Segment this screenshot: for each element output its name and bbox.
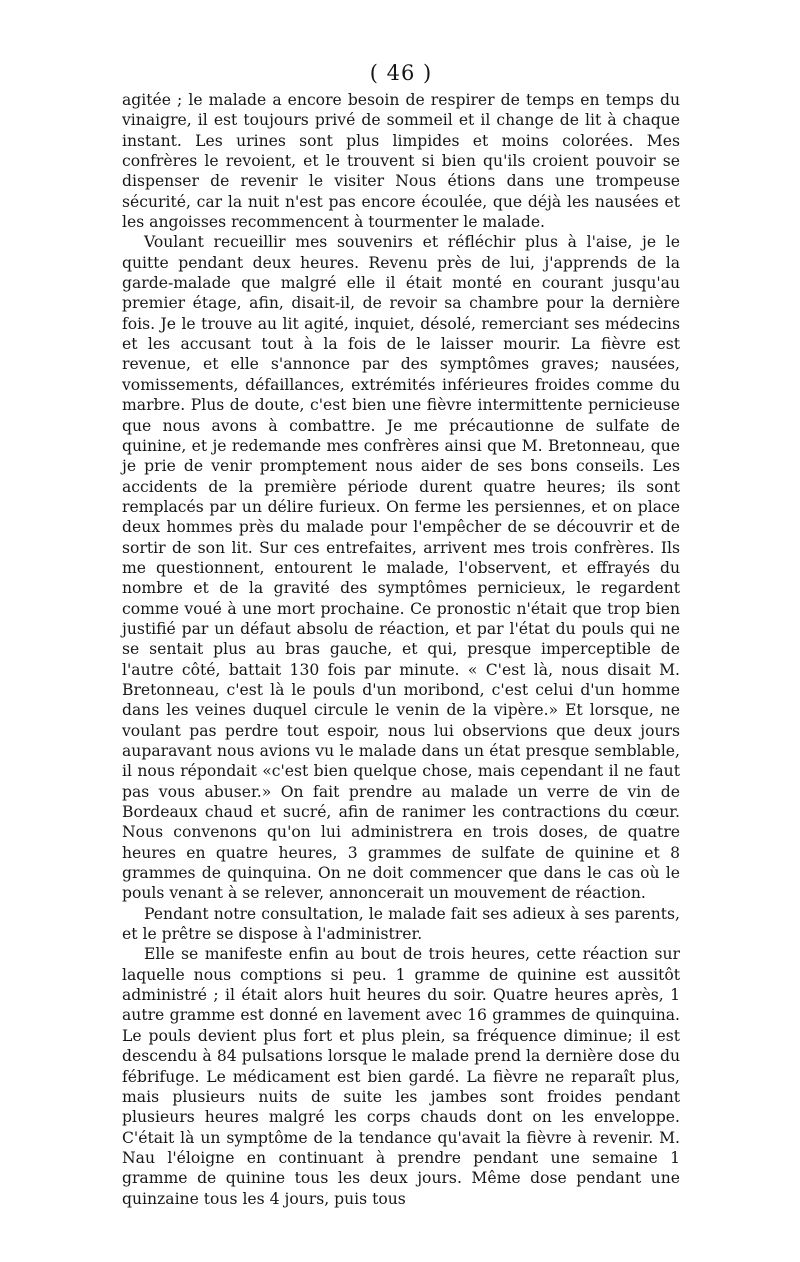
page-number: ( 46 )	[369, 61, 433, 85]
paragraph-4: Elle se manifeste enfin au bout de trois heures, cette réaction sur laquelle nous comptions si peu. 1 gramme de quinine est aussitôt administré ; il était alors huit heures du soir. Quatre heures après, 1 autre gramme est donné en lavement avec 16 grammes de quinquina. Le pouls devient plus fort et plus plein, sa fréquence diminue; il est descendu à 84 pulsations lorsque le malade prend la dernière dose du fébrifuge. Le médicament est bien gardé. La fièvre ne reparaît plus, mais plusieurs nuits de suite les jambes sont froides pendant plusieurs heures malgré les corps chauds dont on les enveloppe. C'était là un symptôme de la tendance qu'avait la fièvre à revenir. M. Nau l'éloigne en continuant à prendre pendant une semaine 1 gramme de quinine tous les deux jours. Même dose pendant une quinzaine tous les 4 jours, puis tous	[122, 945, 680, 1208]
paragraph-3: Pendant notre consultation, le malade fait ses adieux à ses parents, et le prêtre se dispose à l'administrer.	[122, 904, 680, 944]
book-page	[122, 58, 680, 1209]
paragraph-1: agitée ; le malade a encore besoin de respirer de temps en temps du vinaigre, il est toujours privé de sommeil et il change de lit à chaque instant. Les urines sont plus limpides et moins colorées. Mes confrères le revoient, et le trouvent si bien qu'ils croient pouvoir se dispenser de revenir le visiter Nous étions dans une trompeuse sécurité, car la nuit n'est pas encore écoulée, que déjà les nausées et les angoisses recommencent à tourmenter le malade.	[122, 91, 680, 232]
paragraph-2: Voulant recueillir mes souvenirs et réfléchir plus à l'aise, je le quitte pendant deux heures. Revenu près de lui, j'apprends de la garde-malade que malgré elle il était monté en courant jusqu'au premier étage, afin, disait-il, de revoir sa chambre pour la dernière fois. Je le trouve au lit agité, inquiet, désolé, remerciant ses médecins et les accusant tout à la fois de le laisser mourir. La fièvre est revenue, et elle s'annonce par des symptômes graves; nausées, vomissements, défaillances, extrémités inférieures froides comme du marbre. Plus de doute, c'est bien une fièvre intermittente pernicieuse que nous avons à combattre. Je me précautionne de sulfate de quinine, et je redemande mes confrères ainsi que M. Bretonneau, que je prie de venir promptement nous aider de ses bons conseils. Les accidents de la première période durent quatre heures; ils sont remplacés par un délire furieux. On ferme les persiennes, et on place deux hommes près du malade pour l'empêcher de se découvrir et de sortir de son lit. Sur ces entrefaites, arrivent mes trois confrères. Ils me questionnent, entourent le malade, l'observent, et effrayés du nombre et de la gravité des symptômes pernicieux, le regardent comme voué à une mort prochaine. Ce pronostic n'était que trop bien justifié par un défaut absolu de réaction, et par l'état du pouls qui ne se sentait plus au bras gauche, et qui, presque imperceptible de l'autre côté, battait 130 fois par minute. « C'est là, nous disait M. Bretonneau, c'est là le pouls d'un moribond, c'est celui d'un homme dans les veines duquel circule le venin de la vipère.» Et lorsque, ne voulant pas perdre tout espoir, nous lui observions que deux jours auparavant nous avions vu le malade dans un état presque semblable, il nous répondait «c'est bien quelque chose, mais cependant il ne faut pas vous abuser.» On fait prendre au malade un verre de vin de Bordeaux chaud et sucré, afin de ranimer les contractions du cœur. Nous convenons qu'on lui administrera en trois doses, de quatre heures en quatre heures, 3 grammes de sulfate de quinine et 8 grammes de quinquina. On ne doit commencer que dans le cas où le pouls venant à se relever, annoncerait un mouvement de réaction.	[122, 233, 680, 903]
